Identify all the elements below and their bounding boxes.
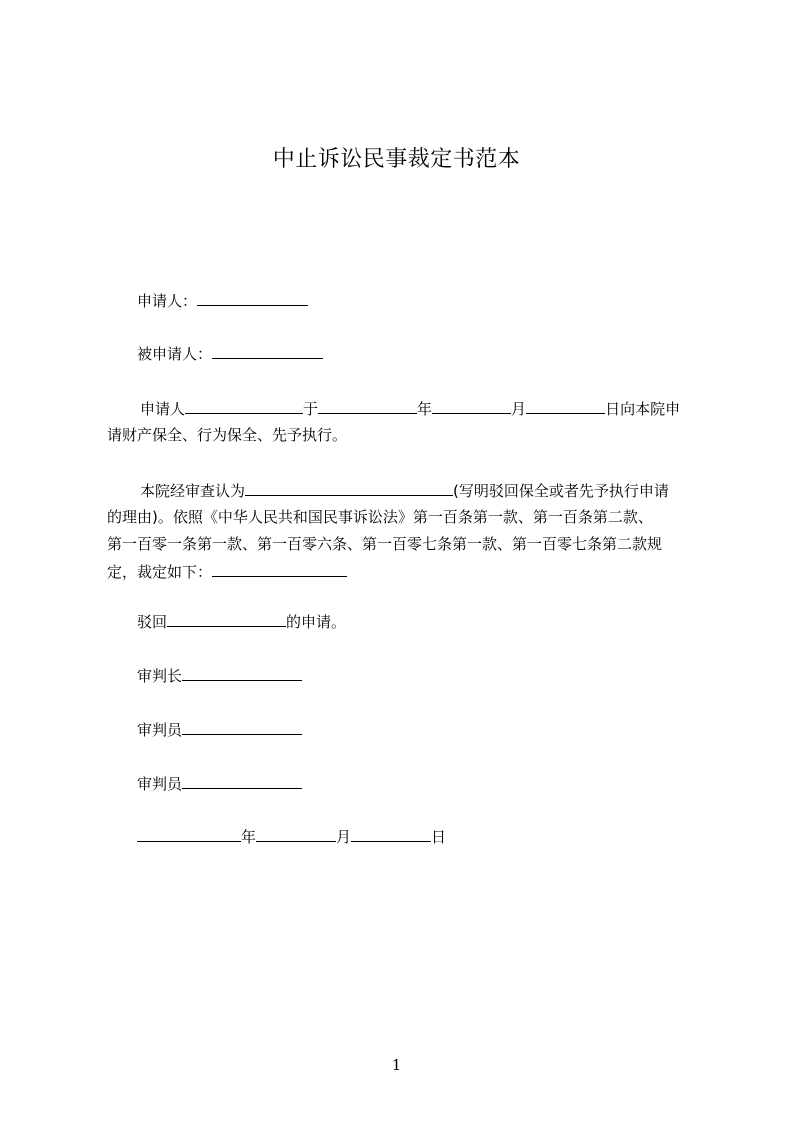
date-month-label: 月: [336, 828, 352, 846]
paragraph-1-line-2: 请财产保全、行为保全、先予执行。: [107, 426, 348, 444]
date-blank-day: [351, 826, 431, 842]
applicant-label: 申请人：: [137, 292, 198, 310]
chief-judge-label: 审判长: [137, 667, 183, 685]
respondent-line: [137, 343, 323, 364]
judge-1-line: [137, 719, 302, 740]
para2-text-4: 定，裁定如下：: [107, 563, 213, 581]
paragraph-2-line-1: [140, 480, 669, 501]
page-number: 1: [391, 1056, 402, 1074]
reject-text-1: 驳回: [137, 613, 168, 631]
applicant-line: [137, 290, 308, 311]
para1-text-4: 月: [511, 400, 527, 418]
date-blank-year: [137, 826, 241, 842]
date-year-label: 年: [241, 828, 257, 846]
para2-blank-reason: [245, 480, 453, 496]
paragraph-2-line-4: [107, 561, 347, 582]
judge-2-line: [137, 773, 302, 794]
para1-blank-month: [432, 398, 511, 414]
reject-line: [137, 611, 346, 632]
para1-text-5: 日向本院申: [605, 400, 681, 418]
judge-1-label: 审判员: [137, 721, 183, 739]
para1-blank-year: [318, 398, 417, 414]
respondent-blank: [212, 343, 323, 359]
document-title: 中止诉讼民事裁定书范本: [272, 147, 521, 172]
paragraph-2-line-2: 的理由)。依照《中华人民共和国民事诉讼法》第一百条第一款、第一百条第二款、: [107, 508, 653, 526]
paragraph-1-line-1: [140, 398, 680, 419]
para2-blank-ruling: [212, 561, 347, 577]
reject-text-2: 的申请。: [286, 613, 347, 631]
chief-judge-line: [137, 665, 302, 686]
chief-judge-blank: [182, 665, 302, 681]
respondent-label: 被申请人：: [137, 345, 213, 363]
reject-blank: [167, 611, 286, 627]
para1-text-2: 于: [303, 400, 319, 418]
judge-2-label: 审判员: [137, 775, 183, 793]
para1-blank-day: [526, 398, 605, 414]
date-day-label: 日: [431, 828, 447, 846]
judge-2-blank: [182, 773, 302, 789]
date-line: [137, 826, 446, 847]
para2-text-2: (写明驳回保全或者先予执行申请: [453, 482, 669, 500]
applicant-blank: [197, 290, 308, 306]
date-blank-month: [256, 826, 336, 842]
judge-1-blank: [182, 719, 302, 735]
para2-text-1: 本院经审查认为: [140, 482, 246, 500]
paragraph-2-line-3: 第一百零一条第一款、第一百零六条、第一百零七条第一款、第一百零七条第二款规: [107, 535, 663, 553]
para1-text-3: 年: [417, 400, 433, 418]
para1-text-1: 申请人: [140, 400, 186, 418]
para1-blank-name: [185, 398, 303, 414]
